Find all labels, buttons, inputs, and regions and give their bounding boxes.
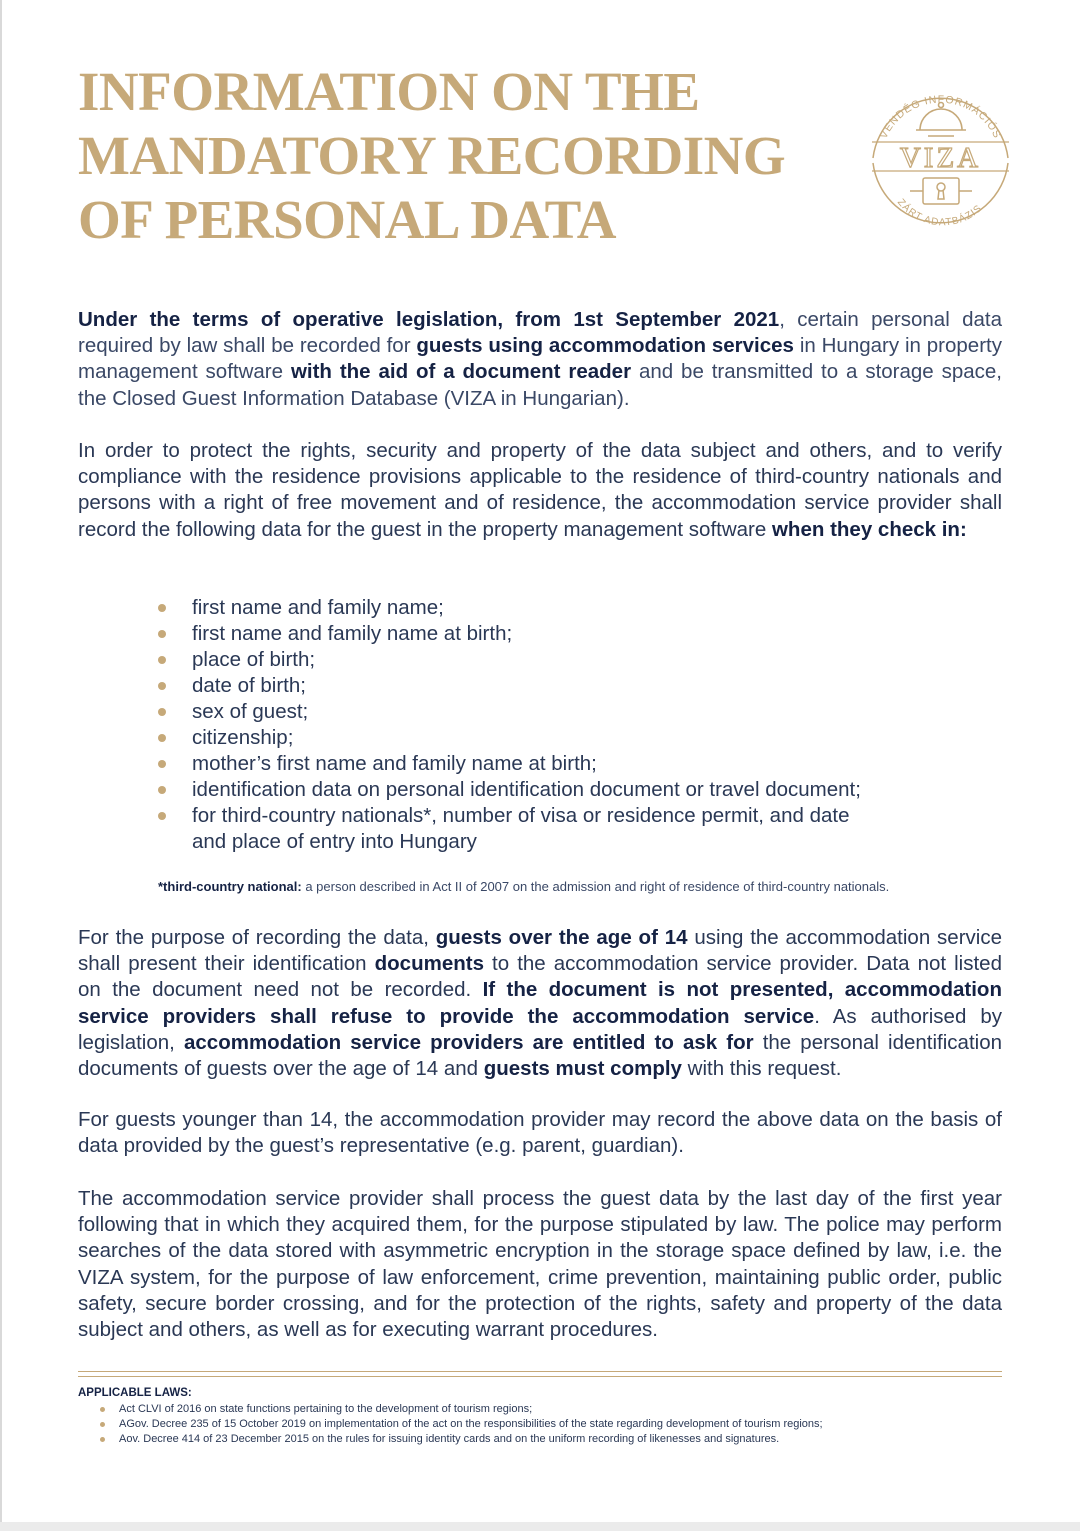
keyhole-icon bbox=[910, 178, 972, 204]
bullet-icon bbox=[158, 708, 166, 716]
logo-bottom-text: ZÁRT ADATBÁZIS bbox=[894, 197, 985, 229]
svg-text:VENDÉG INFORMÁCIÓS bbox=[878, 94, 1004, 141]
intro-paragraph: Under the terms of operative legislation, from 1st September 2021, certain personal data required by law shall be recorded for guests using accommodation services in Hungary in property management software with the aid of a document reader and be transmitted to a storage space, the Closed Guest Information Database (VIZA in Hungarian). bbox=[78, 308, 1002, 410]
logo-top-text: VENDÉG INFORMÁCIÓS bbox=[877, 93, 1004, 141]
list-item: citizenship; bbox=[158, 725, 958, 751]
list-item: for third-country nationals*, number of visa or residence permit, and date and place of entry into Hungary bbox=[158, 803, 872, 855]
bullet-icon bbox=[158, 760, 166, 768]
retention-paragraph: The accommodation service provider shall process the guest data by the last day of the first year following that in which they acquired them, for the purpose stipulated by law. The police may perform searches of the data stored with asymmetric encryption in the storage space defined by law, i.e. the VIZA system, for the purpose of law enforcement, crime prevention, maintaining public order, public safety, secure border crossing, and for the protection of the rights, safety and property of the data subject and others, as well as for executing warrant procedures. bbox=[78, 1187, 1002, 1342]
bullet-icon bbox=[100, 1407, 105, 1412]
svg-text:ZÁRT ADATBÁZIS bbox=[895, 197, 985, 228]
bullet-icon bbox=[158, 604, 166, 612]
list-item: place of birth; bbox=[158, 647, 958, 673]
bullet-icon bbox=[158, 812, 166, 820]
applicable-laws-heading: APPLICABLE LAWS: bbox=[78, 1387, 192, 1399]
identification-paragraph: For the purpose of recording the data, guests over the age of 14 using the accommodation service shall present their identification documents to the accommodation service provider. Data not listed on the document need not be recorded. If the document is not presented, accommodation service providers shall refuse to provide the accommodation service. As authorised by legislation, accommodation service providers are entitled to ask for the personal identification documents of guests over the age of 14 and guests must comply with this request. bbox=[78, 926, 1003, 1081]
page-title bbox=[78, 60, 798, 252]
applicable-laws-list bbox=[100, 1402, 1000, 1447]
list-item: sex of guest; bbox=[158, 699, 958, 725]
divider bbox=[78, 1371, 1002, 1372]
purpose-paragraph: In order to protect the rights, security and property of the data subject and others, and to verify compliance with the residence provisions applicable to the residence of third-country nationals and persons with a right of free movement and of residence, the accommodation service provider shall record the following data for the guest in the property management software when they check in: bbox=[78, 439, 1002, 541]
list-item: mother’s first name and family name at birth; bbox=[158, 751, 958, 777]
bullet-icon bbox=[158, 682, 166, 690]
title-line-3: OF PERSONAL DATA bbox=[78, 189, 616, 250]
law-item: AGov. Decree 235 of 15 October 2019 on implementation of the act on the responsibilities of the state regarding development of tourism regions; bbox=[100, 1417, 1000, 1432]
title-line-1: INFORMATION ON THE bbox=[78, 61, 700, 122]
viza-logo bbox=[868, 68, 1013, 248]
minors-paragraph: For guests younger than 14, the accommodation provider may record the above data on the basis of data provided by the guest’s representative (e.g. parent, guardian). bbox=[78, 1108, 1002, 1158]
list-item: first name and family name; bbox=[158, 595, 958, 621]
recorded-data-list bbox=[158, 595, 958, 855]
bullet-icon bbox=[100, 1422, 105, 1427]
bullet-icon bbox=[158, 630, 166, 638]
logo-wordmark: VIZA bbox=[899, 142, 982, 174]
list-item: identification data on personal identification document or travel document; bbox=[158, 777, 958, 803]
bullet-icon bbox=[158, 786, 166, 794]
title-line-2: MANDATORY RECORDING bbox=[78, 125, 786, 186]
bullet-icon bbox=[158, 734, 166, 742]
divider bbox=[78, 1376, 1002, 1377]
page-edge bbox=[0, 0, 2, 1531]
footnote: *third-country national: a person described in Act II of 2007 on the admission and right of residence of third-country nationals. bbox=[158, 879, 890, 894]
page-bottom-strip bbox=[0, 1522, 1080, 1531]
list-item: first name and family name at birth; bbox=[158, 621, 958, 647]
bullet-icon bbox=[100, 1437, 105, 1442]
bullet-icon bbox=[158, 656, 166, 664]
list-item: date of birth; bbox=[158, 673, 958, 699]
law-item: Aov. Decree 414 of 23 December 2015 on the rules for issuing identity cards and on the uniform recording of likenesses and signatures. bbox=[100, 1432, 1000, 1447]
law-item: Act CLVI of 2016 on state functions pertaining to the development of tourism regions; bbox=[100, 1402, 1000, 1417]
